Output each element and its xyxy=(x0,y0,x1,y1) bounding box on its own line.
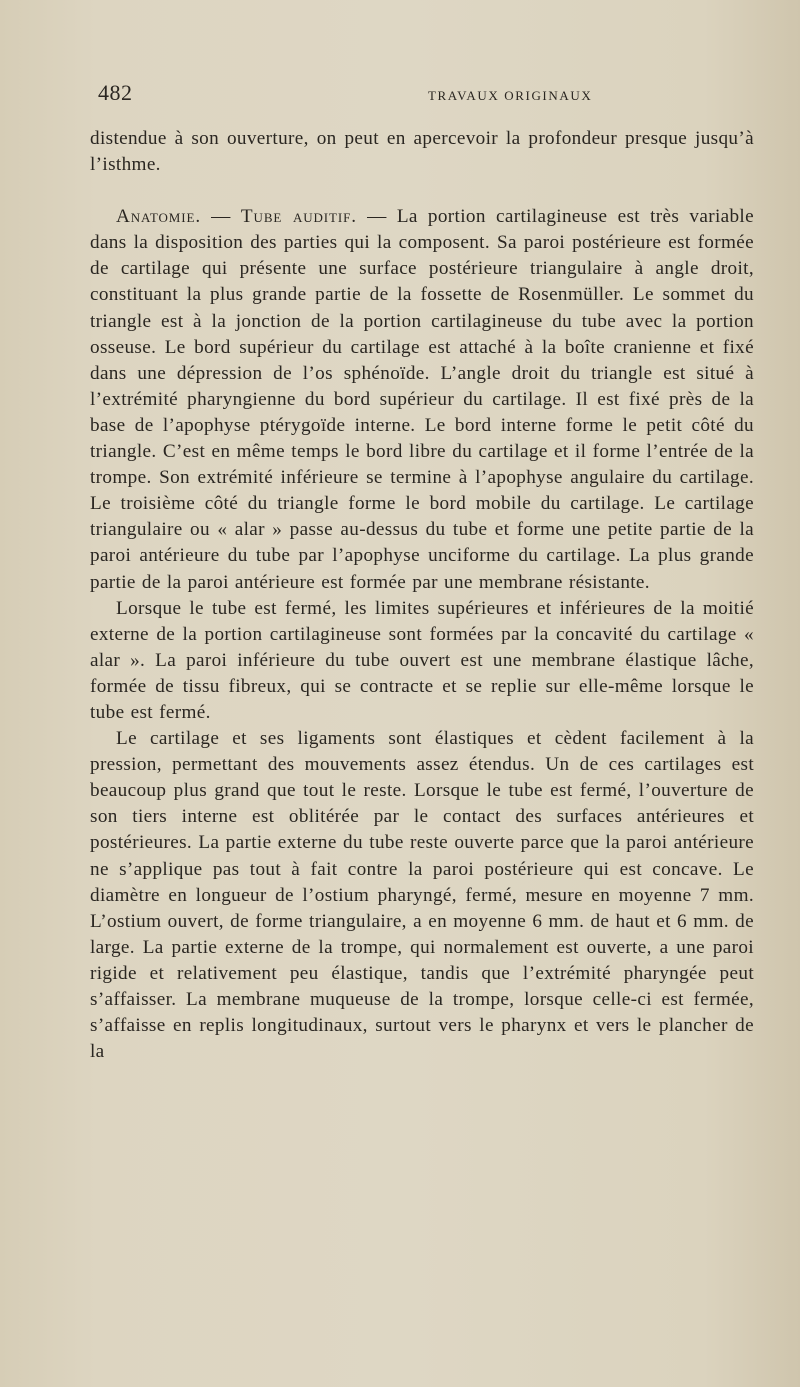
paragraph-continuation: distendue à son ouverture, on peut en apercevoir la profondeur presque jusqu’à l’isthme. xyxy=(90,128,754,176)
page-header xyxy=(98,80,750,110)
section-heading-anatomie: Anatomie. xyxy=(116,206,202,228)
page-number: 482 xyxy=(98,80,133,105)
section-heading-tube-auditif: Tube auditif. xyxy=(240,206,357,228)
running-title: TRAVAUX ORIGINAUX xyxy=(428,88,593,103)
body-text xyxy=(90,126,754,1065)
paragraph-anatomie xyxy=(90,204,754,595)
paragraph-tube-ferme: Lorsque le tube est fermé, les limites supérieures et inférieures de la moitié externe de la portion cartilagineuse sont formées par la concavité du cartilage « alar ». La paroi inférieure du tube ouvert est une membrane élastique lâche, formée de tissu fibreux, qui se contracte et se replie sur elle-même lorsque le tube est fermé. xyxy=(90,597,754,723)
paragraph-anatomie-text: — La portion cartilagineuse est très variable dans la disposition des parties qui la composent. Sa paroi postérieure est formée de cartilage qui présente une surface postérieure triangulaire à angle droit, constituant la plus grande partie de la fossette de Rosenmüller. Le sommet du triangle est à la jonction de la portion cartilagineuse du tube avec la portion osseuse. Le bord supérieur du cartilage est attaché à la boîte cranienne et fixé dans une dépression de l’os sphénoïde. L’angle droit du triangle est situé à l’extrémité pharyngienne du bord supérieur du cartilage. Il est fixé près de la base de l’apophyse ptérygoïde interne. Le bord interne forme le petit côté du triangle. C’est en même temps le bord libre du cartilage et il forme l’entrée de la trompe. Son extrémité inférieure se termine à l’apophyse angulaire du cartilage. Le troisième côté du triangle forme le bord mobile du cartilage. Le cartilage triangulaire ou « alar » passe au-dessus du tube et forme une petite partie de la paroi antérieure du tube par l’apophyse unciforme du cartilage. La plus grande partie de la paroi antérieure est formée par une membrane résistante. xyxy=(90,206,754,593)
heading-dash: — xyxy=(201,206,241,228)
paragraph-cartilage: Le cartilage et ses ligaments sont élastiques et cèdent facilement à la pression, permettant des mouvements assez étendus. Un de ces cartilages est beaucoup plus grand que tout le reste. Lorsque le tube est fermé, l’ouverture de son tiers interne est oblitérée par le contact des surfaces antérieures et postérieures. La partie externe du tube reste ouverte parce que la paroi antérieure ne s’applique pas tout à fait contre la paroi postérieure qui est concave. Le diamètre en longueur de l’ostium pharyngé, fermé, mesure en moyenne 7 mm. L’ostium ouvert, de forme triangulaire, a en moyenne 6 mm. de haut et 6 mm. de large. La partie externe de la trompe, qui normalement est ouverte, a une paroi rigide et relativement peu élastique, tandis que l’extrémité pharyngée peut s’affaisser. La membrane muqueuse de la trompe, lorsque celle-ci est fermée, s’affaisse en replis longitudinaux, surtout vers le pharynx et vers le plancher de la xyxy=(90,728,754,1063)
